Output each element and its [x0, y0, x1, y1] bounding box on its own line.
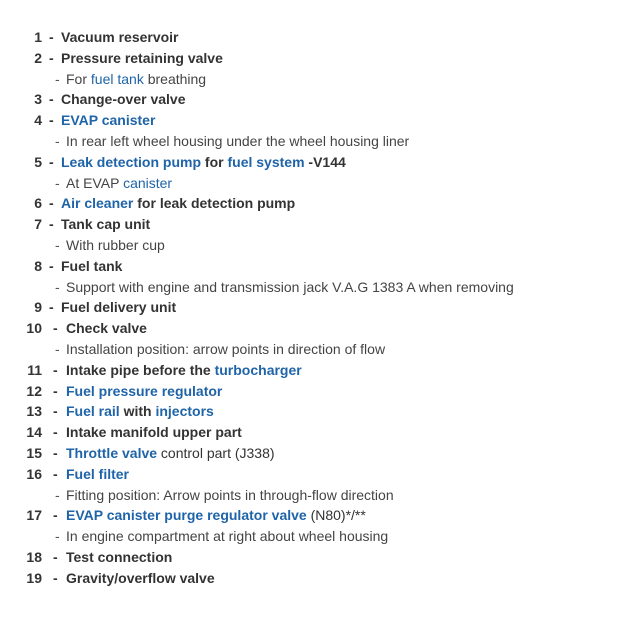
legend-subitem [0, 69, 621, 90]
item-label [61, 214, 150, 235]
subitem-part: In rear left wheel housing under the wheel housing liner [66, 132, 410, 149]
subitem-part: breathing [143, 70, 207, 87]
subitem-bullet: - [55, 486, 60, 503]
item-separator: - [53, 320, 58, 337]
item-label [66, 443, 275, 464]
legend-item [0, 381, 621, 402]
item-label [66, 401, 214, 422]
item-label [61, 297, 176, 318]
subitem-bullet: - [55, 528, 60, 545]
subitem-bullet: - [55, 70, 60, 87]
item-link[interactable]: Fuel pressure regulator [66, 382, 223, 399]
legend-item [0, 297, 621, 318]
legend-subitem [0, 339, 621, 360]
legend-subitem [0, 131, 621, 152]
item-number: 6 [34, 195, 42, 212]
item-separator: - [49, 216, 54, 233]
item-link[interactable]: Air cleaner [61, 195, 134, 212]
item-separator: - [53, 507, 58, 524]
item-label [61, 48, 223, 69]
item-text: Vacuum reservoir [61, 29, 179, 45]
item-separator: - [49, 29, 54, 45]
legend-item [0, 505, 621, 526]
item-number: 11 [27, 361, 42, 378]
subitem-text [66, 485, 394, 506]
item-separator: - [49, 257, 54, 274]
item-label [66, 464, 129, 485]
item-separator: - [53, 444, 58, 461]
item-separator: - [49, 153, 54, 170]
item-label [61, 193, 295, 214]
item-text: Check valve [66, 320, 147, 337]
legend-subitem [0, 277, 621, 298]
item-text: control part (J338) [157, 444, 275, 461]
legend-item [0, 360, 621, 381]
subitem-part: With rubber cup [66, 236, 165, 253]
legend-item [0, 547, 621, 568]
item-separator: - [53, 424, 58, 441]
item-separator: - [49, 299, 54, 316]
item-text: for [201, 153, 228, 170]
legend-item [0, 401, 621, 422]
item-number: 10 [26, 320, 42, 337]
subitem-part: At EVAP [66, 174, 124, 191]
item-text: Fuel delivery unit [61, 299, 177, 316]
item-number: 4 [34, 112, 42, 129]
item-label [66, 547, 172, 568]
legend-item [0, 464, 621, 485]
item-text: Fuel tank [61, 257, 123, 274]
item-text: for leak detection pump [133, 195, 296, 212]
item-link[interactable]: EVAP canister purge regulator valve [66, 507, 307, 524]
subitem-bullet: - [55, 278, 60, 295]
item-label [66, 318, 147, 339]
item-number: 1 [34, 29, 42, 45]
legend-item [0, 193, 621, 214]
item-label [66, 360, 302, 381]
item-separator: - [53, 382, 58, 399]
item-number: 12 [26, 382, 42, 399]
subitem-bullet: - [55, 174, 60, 191]
item-link[interactable]: Fuel filter [66, 465, 130, 482]
item-text: Pressure retaining valve [61, 49, 223, 66]
item-number: 14 [26, 424, 42, 441]
item-link[interactable]: Leak detection pump [61, 153, 202, 170]
item-link[interactable]: Fuel rail [66, 403, 120, 420]
item-separator: - [49, 49, 54, 66]
subitem-text [66, 235, 165, 256]
item-separator: - [49, 112, 54, 129]
legend-subitem [0, 235, 621, 256]
legend-item [0, 318, 621, 339]
item-label [61, 27, 179, 48]
item-separator: - [49, 91, 54, 108]
subitem-bullet: - [55, 340, 60, 357]
subitem-text [66, 339, 385, 360]
item-separator: - [49, 195, 54, 212]
legend-item [0, 256, 621, 277]
item-text: (N80)*/** [306, 507, 366, 524]
legend-item [0, 443, 621, 464]
item-number: 16 [26, 465, 42, 482]
subitem-part: In engine compartment at right about wheel housing [66, 528, 389, 545]
legend-list [0, 27, 621, 589]
item-number: 3 [34, 91, 42, 108]
subitem-link[interactable]: canister [123, 174, 173, 191]
item-link[interactable]: EVAP canister [61, 112, 156, 129]
legend-item [0, 89, 621, 110]
subitem-text [66, 131, 409, 152]
item-number: 8 [34, 257, 42, 274]
item-label [66, 568, 215, 589]
item-label [61, 152, 346, 173]
item-separator: - [53, 361, 58, 378]
legend-item [0, 568, 621, 589]
item-number: 18 [26, 548, 42, 565]
item-link[interactable]: injectors [155, 403, 214, 420]
subitem-text [66, 277, 514, 298]
item-number: 19 [26, 569, 42, 586]
legend-subitem [0, 173, 621, 194]
subitem-part: Fitting position: Arrow points in through-flow direction [66, 486, 394, 503]
subitem-bullet: - [55, 132, 60, 149]
legend-item [0, 152, 621, 173]
item-label [61, 89, 186, 110]
legend-subitem [0, 526, 621, 547]
item-link[interactable]: turbocharger [214, 361, 302, 378]
item-text: Test connection [66, 548, 173, 565]
subitem-bullet: - [55, 236, 60, 253]
subitem-text [66, 173, 172, 194]
item-label [66, 422, 242, 443]
item-text: -V144 [304, 153, 346, 170]
legend-item [0, 110, 621, 131]
item-text: Gravity/overflow valve [66, 569, 215, 586]
item-number: 9 [34, 299, 42, 316]
item-number: 17 [26, 507, 42, 524]
subitem-part: Installation position: arrow points in direction of flow [66, 340, 386, 357]
legend-item [0, 214, 621, 235]
item-label [66, 381, 222, 402]
item-separator: - [53, 569, 58, 586]
legend-item [0, 422, 621, 443]
item-label [66, 505, 366, 526]
item-separator: - [53, 403, 58, 420]
subitem-part: Support with engine and transmission jack V.A.G 1383 A when removing [66, 278, 514, 295]
subitem-text [66, 526, 388, 547]
item-text: Tank cap unit [61, 216, 151, 233]
subitem-part: For [66, 70, 91, 87]
item-number: 7 [34, 216, 42, 233]
item-separator: - [53, 465, 58, 482]
item-number: 2 [34, 49, 42, 66]
subitem-text [66, 69, 206, 90]
legend-subitem [0, 485, 621, 506]
item-separator: - [53, 548, 58, 565]
item-text: with [119, 403, 156, 420]
item-text: Intake manifold upper part [66, 424, 242, 441]
item-text: Change-over valve [61, 91, 186, 108]
item-label [61, 110, 155, 131]
item-number: 15 [26, 444, 42, 461]
item-link[interactable]: Throttle valve [66, 444, 158, 461]
legend-item [0, 48, 621, 69]
item-text: Intake pipe before the [66, 361, 215, 378]
subitem-link[interactable]: fuel tank [90, 70, 144, 87]
item-number: 13 [26, 403, 42, 420]
item-label [61, 256, 122, 277]
item-number: 5 [34, 153, 42, 170]
item-link[interactable]: fuel system [227, 153, 305, 170]
legend-item [0, 27, 621, 48]
